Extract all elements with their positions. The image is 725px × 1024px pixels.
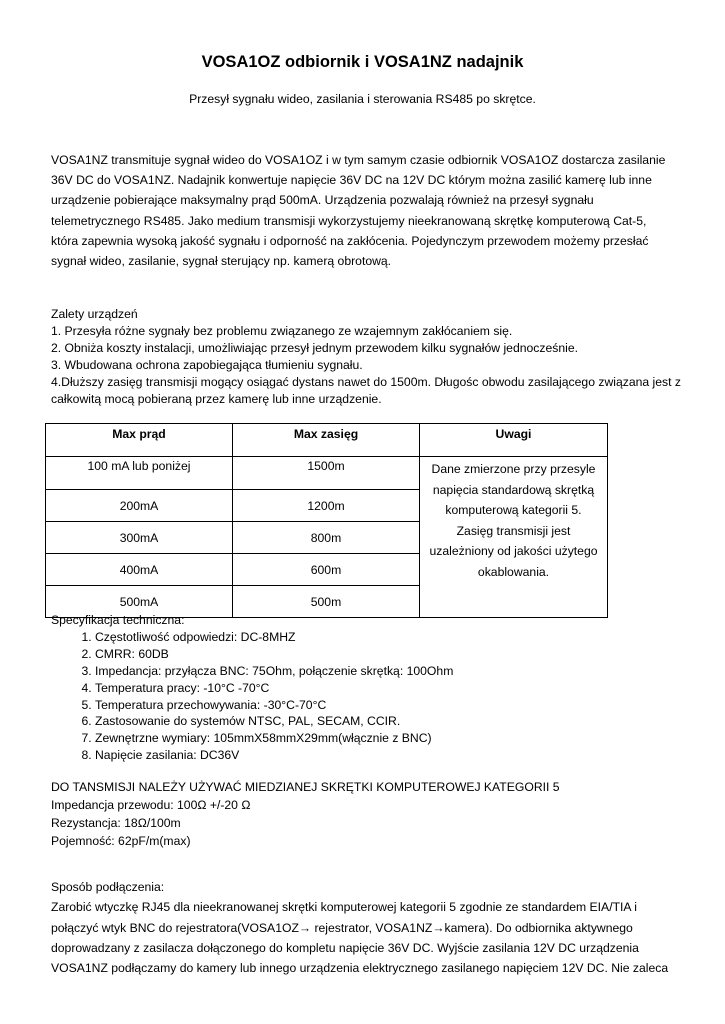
spec-item: 6. Zastosowanie do systemów NTSC, PAL, SECAM, CCIR.: [95, 713, 671, 730]
spec-item: 2. CMRR: 60DB: [95, 646, 671, 663]
spec-heading: Specyfikacja techniczna:: [51, 613, 185, 627]
cable-resistance: Rezystancja: 18Ω/100m: [51, 816, 181, 830]
notes-cell: Dane zmierzone przy przesyle napięcia standardową skrętką komputerową kategorii 5. Zasięg transmisji jest uzależniony od jakości użytego okablowania.: [420, 457, 608, 618]
spec-item: 7. Zewnętrzne wymiary: 105mmX58mmX29mm(włącznie z BNC): [95, 730, 671, 747]
advantage-item: 2. Obniża koszty instalacji, umożliwiając przesył jednym przewodem kilku sygnałów jednocześnie.: [51, 341, 578, 355]
cable-impedance: Impedancja przewodu: 100Ω +/-20 Ω: [51, 798, 251, 812]
spec-section: [51, 612, 671, 764]
range-cell: 500m: [233, 586, 420, 618]
header-max-current: Max prąd: [46, 424, 233, 457]
connection-section: [51, 877, 676, 978]
advantages-section: [51, 306, 691, 408]
advantage-item: 4.Dłuższy zasięg transmisji mogący osiągać dystans nawet do 1500m. Długośc obwodu zasilającego związana jest z całkowitą mocą pobieraną przez kamerę lub inne urządzenie.: [51, 375, 682, 406]
cable-section: [51, 778, 671, 850]
table-row: [46, 457, 608, 490]
connection-heading: Sposób podłączenia:: [51, 880, 165, 894]
current-cell: 400mA: [46, 554, 233, 586]
spec-item: 4. Temperatura pracy: -10°C -70°C: [95, 680, 671, 697]
header-notes: Uwagi: [420, 424, 608, 457]
spec-item: 3. Impedancja: przyłącza BNC: 75Ohm, połączenie skrętką: 100Ohm: [95, 663, 671, 680]
range-cell: 1500m: [233, 457, 420, 490]
current-cell: 200mA: [46, 490, 233, 522]
range-cell: 800m: [233, 522, 420, 554]
spec-item: 8. Napięcie zasilania: DC36V: [95, 747, 671, 764]
intro-paragraph: VOSA1NZ transmituje sygnał wideo do VOSA1OZ i w tym samym czasie odbiornik VOSA1OZ dostarcza zasilanie 36V DC do VOSA1NZ. Nadajnik konwertuje napięcie 36V DC na 12V DC którym można zasilić kamerę lub inne urządzenie pobierające maksymalny prąd 500mA. Urządzenia pozwalają również na przesył sygnału telemetrycznego RS485. Jako medium transmisji wykorzystujemy nieekranowaną skrętkę komputerową Cat-5, która zapewnia wysoką jakość sygnału i odporność na zakłócenia. Pojedynczym przewodem możemy przesłać sygnał wideo, zasilanie, sygnał sterujący np. kamerą obrotową.: [51, 153, 666, 269]
document-title: VOSA1OZ odbiornik i VOSA1NZ nadajnik: [201, 53, 524, 71]
spec-item: 1. Częstotliwość odpowiedzi: DC-8MHZ: [95, 629, 671, 646]
current-cell: 300mA: [46, 522, 233, 554]
advantage-item: 3. Wbudowana ochrona zapobiegająca tłumieniu sygnału.: [51, 358, 363, 372]
current-cell: 500mA: [46, 586, 233, 618]
current-cell: 100 mA lub poniżej: [46, 457, 233, 490]
spec-list: [51, 629, 671, 764]
table-header-row: [46, 424, 608, 457]
cable-warning: DO TANSMISJI NALEŻY UŻYWAĆ MIEDZIANEJ SKRĘTKI KOMPUTEROWEJ KATEGORII 5: [51, 780, 560, 794]
range-table: [45, 423, 608, 618]
advantage-item: 1. Przesyła różne sygnały bez problemu związanego ze wzajemnym zakłócaniem się.: [51, 324, 513, 338]
range-cell: 1200m: [233, 490, 420, 522]
connection-text: Zarobić wtyczkę RJ45 dla nieekranowanej skrętki komputerowej kategorii 5 zgodnie ze standardem EIA/TIA i połączyć wtyk BNC do rejestratora(VOSA1OZ→ rejestrator, VOSA1NZ→kamera). Do odbiornika aktywnego doprowadzany z zasilacza dołączonego do kompletu napięcie 36V DC. Wyjście zasilania 12V DC urządzenia VOSA1NZ podłączamy do kamery lub innego urządzenia elektrycznego zasilanego napięciem 12V DC. Nie zaleca: [51, 900, 669, 976]
cable-capacitance: Pojemność: 62pF/m(max): [51, 834, 191, 848]
spec-item: 5. Temperatura przechowywania: -30°C-70°C: [95, 697, 671, 714]
advantages-heading: Zalety urządzeń: [51, 307, 138, 321]
document-subtitle: Przesył sygnału wideo, zasilania i sterowania RS485 po skrętce.: [189, 92, 536, 106]
range-cell: 600m: [233, 554, 420, 586]
header-max-range: Max zasięg: [233, 424, 420, 457]
